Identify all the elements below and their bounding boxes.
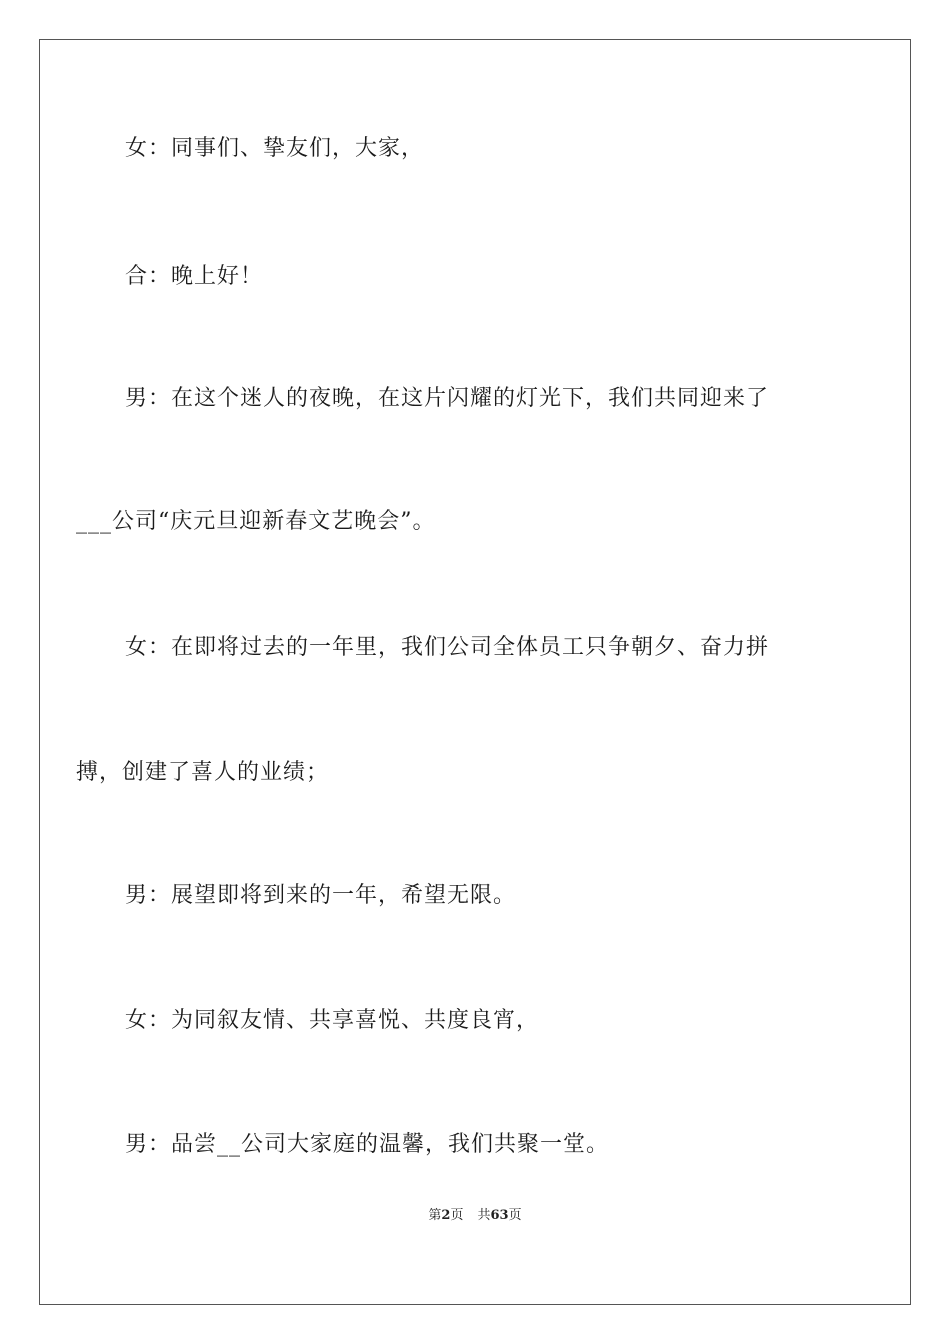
footer-page-suffix: 页 — [450, 1208, 464, 1223]
text-line-9: 男：品尝__公司大家庭的温馨，我们共聚一堂。 — [125, 1132, 610, 1157]
footer-total-pages: 63 — [490, 1208, 509, 1223]
text-line-6: 搏，创建了喜人的业绩； — [76, 760, 330, 785]
text-line-4: ___公司“庆元旦迎新春文艺晚会”。 — [76, 509, 436, 534]
text-line-5: 女：在即将过去的一年里，我们公司全体员工只争朝夕、奋力拼 — [125, 635, 770, 660]
text-line-1: 女：同事们、挚友们，大家， — [125, 136, 425, 161]
text-line-3: 男：在这个迷人的夜晚，在这片闪耀的灯光下，我们共同迎来了 — [125, 386, 770, 411]
text-line-7: 男：展望即将到来的一年，希望无限。 — [125, 883, 517, 908]
page-footer — [0, 1207, 950, 1225]
footer-page-prefix: 第 — [428, 1208, 442, 1223]
footer-page-number: 2 — [441, 1208, 451, 1223]
page-border — [39, 39, 911, 1305]
footer-total-suffix: 页 — [508, 1208, 522, 1223]
text-line-2: 合：晚上好！ — [125, 264, 264, 289]
text-line-8: 女：为同叙友情、共享喜悦、共度良宵， — [125, 1008, 540, 1033]
footer-total-prefix: 共 — [477, 1208, 491, 1223]
